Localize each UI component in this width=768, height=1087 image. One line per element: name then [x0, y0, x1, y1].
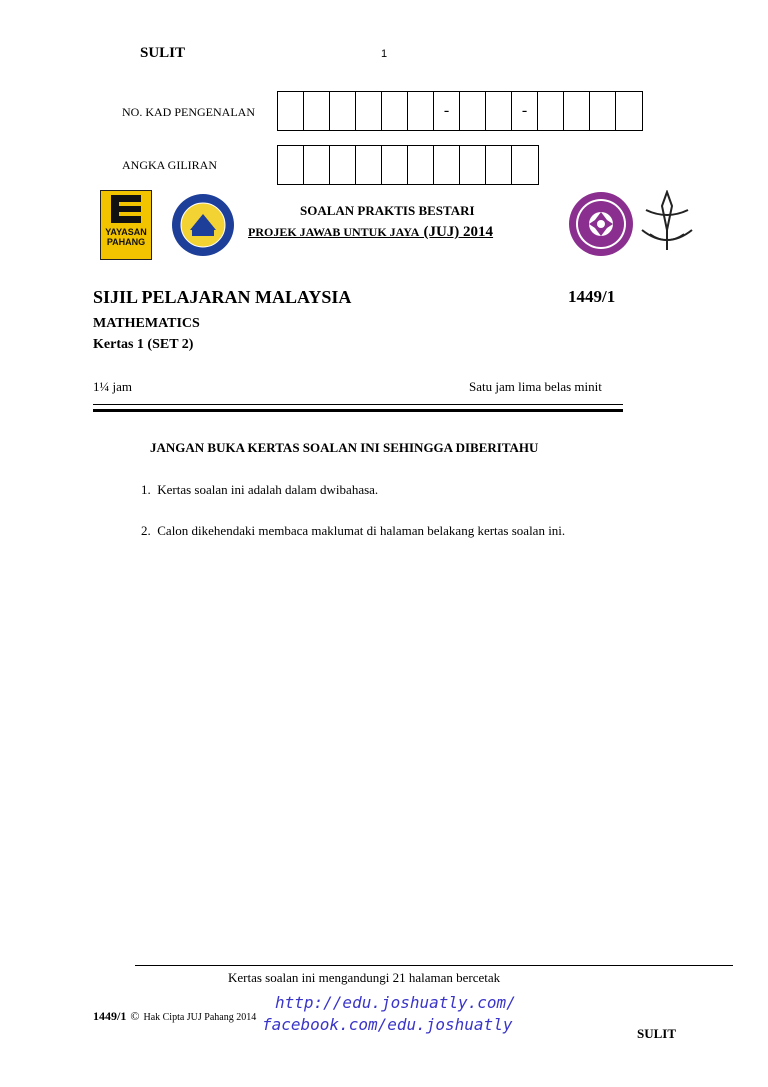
- angka-giliran-box[interactable]: [512, 146, 538, 184]
- subject-name: MATHEMATICS: [93, 316, 200, 331]
- ic-number-label: NO. KAD PENGENALAN: [122, 105, 255, 119]
- program-subtitle-main: PROJEK JAWAB UNTUK JAYA: [248, 225, 420, 239]
- ic-number-box[interactable]: [356, 92, 382, 130]
- kementerian-pelajaran-logo: [170, 192, 236, 263]
- divider-thin: [93, 404, 623, 405]
- page-number: 1: [381, 48, 388, 60]
- page-count-note: Kertas soalan ini mengandungi 21 halaman bercetak: [228, 970, 501, 985]
- sulit-top-label: SULIT: [140, 45, 186, 61]
- ic-number-box[interactable]: [564, 92, 590, 130]
- ic-number-box[interactable]: -: [434, 92, 460, 130]
- ic-number-box[interactable]: -: [512, 92, 538, 130]
- angka-giliran-box[interactable]: [278, 146, 304, 184]
- program-subtitle-year: (JUJ) 2014: [423, 224, 494, 240]
- angka-giliran-box[interactable]: [304, 146, 330, 184]
- program-subtitle: [248, 223, 493, 241]
- instruction-item: 1. Kertas soalan ini adalah dalam dwibahasa.: [141, 482, 379, 497]
- yayasan-pahang-logo: [100, 190, 152, 260]
- ic-number-box[interactable]: [486, 92, 512, 130]
- ic-number-box[interactable]: [408, 92, 434, 130]
- angka-giliran-box[interactable]: [408, 146, 434, 184]
- angka-giliran-box[interactable]: [460, 146, 486, 184]
- ic-number-box[interactable]: [538, 92, 564, 130]
- ic-number-box[interactable]: [304, 92, 330, 130]
- watermark-facebook[interactable]: facebook.com/edu.joshuatly: [262, 1015, 513, 1034]
- exam-title: SIJIL PELAJARAN MALAYSIA: [93, 287, 352, 307]
- yayasan-text-line2: PAHANG: [106, 237, 146, 247]
- copyright-symbol: ©: [130, 1009, 140, 1023]
- ic-number-box[interactable]: [616, 92, 642, 130]
- yayasan-text-line1: YAYASAN: [105, 227, 147, 237]
- program-title: SOALAN PRAKTIS BESTARI: [300, 203, 475, 218]
- ic-number-box[interactable]: [590, 92, 616, 130]
- duration-words: Satu jam lima belas minit: [469, 379, 602, 394]
- pahang-state-crest-logo: [636, 190, 698, 259]
- paper-name: Kertas 1 (SET 2): [93, 337, 194, 352]
- angka-giliran-boxes[interactable]: [277, 145, 539, 185]
- footer-copyright: [93, 1007, 256, 1025]
- ic-number-box[interactable]: [460, 92, 486, 130]
- exam-code: 1449/1: [568, 287, 616, 306]
- angka-giliran-box[interactable]: [434, 146, 460, 184]
- sulit-bottom-label: SULIT: [637, 1026, 677, 1041]
- footer-rule: [135, 965, 733, 966]
- instruction-item: 2. Calon dikehendaki membaca maklumat di halaman belakang kertas soalan ini.: [141, 523, 566, 538]
- ic-number-box[interactable]: [382, 92, 408, 130]
- angka-giliran-box[interactable]: [330, 146, 356, 184]
- angka-giliran-box[interactable]: [486, 146, 512, 184]
- angka-giliran-box[interactable]: [382, 146, 408, 184]
- ic-number-box[interactable]: [330, 92, 356, 130]
- angka-giliran-box[interactable]: [356, 146, 382, 184]
- watermark-url[interactable]: http://edu.joshuatly.com/: [275, 993, 516, 1012]
- do-not-open-warning: JANGAN BUKA KERTAS SOALAN INI SEHINGGA DIBERITAHU: [150, 440, 539, 455]
- ic-number-boxes[interactable]: [277, 91, 643, 131]
- angka-giliran-label: ANGKA GILIRAN: [122, 158, 217, 172]
- divider-thick: [93, 409, 623, 412]
- copyright-text: Hak Cipta JUJ Pahang 2014: [143, 1012, 257, 1023]
- footer-code: 1449/1: [93, 1009, 127, 1023]
- ic-number-box[interactable]: [278, 92, 304, 130]
- duration-short: 1¼ jam: [93, 379, 132, 394]
- juj-purple-emblem-logo: [567, 190, 635, 263]
